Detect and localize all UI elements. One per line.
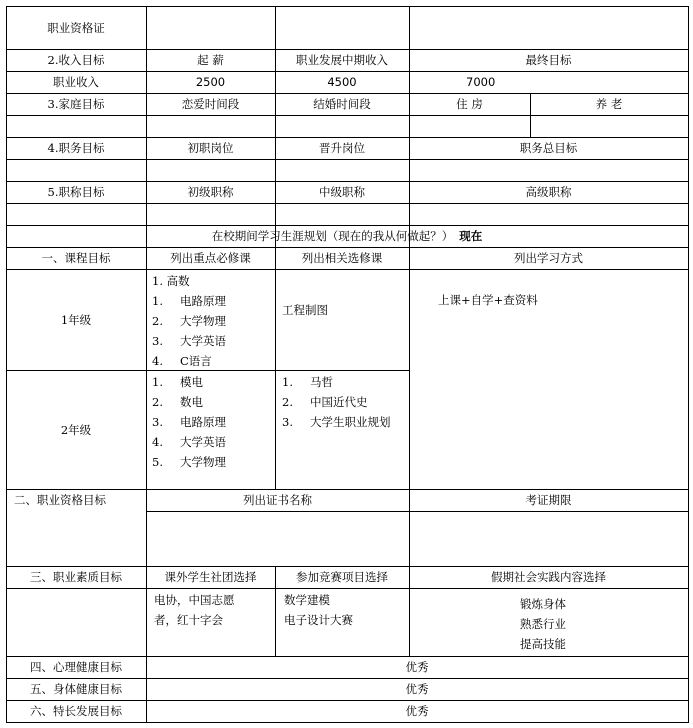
list-item: 3. 大学英语 xyxy=(152,334,226,348)
specialty-value: 优秀 xyxy=(405,704,429,718)
title-goal-label: 5.职称目标 xyxy=(47,185,105,199)
quality-goal-label: 三、职业素质目标 xyxy=(30,570,122,584)
year1-label: 1年级 xyxy=(60,312,92,327)
mental-health-value: 优秀 xyxy=(405,660,429,674)
club-choice-header: 课外学生社团选择 xyxy=(164,570,257,584)
list-item: 3. 电路原理 xyxy=(152,415,226,429)
course-goal-label: 一、课程目标 xyxy=(41,251,111,265)
list-item: 2. 中国近代史 xyxy=(282,395,368,409)
physical-health-value: 优秀 xyxy=(405,682,429,696)
senior-title-header: 高级职称 xyxy=(525,185,572,199)
study-method-header: 列出学习方式 xyxy=(514,251,583,265)
list-item: 4. C语言 xyxy=(152,354,212,368)
mid-income-header: 职业发展中期收入 xyxy=(296,53,388,67)
required-courses-header: 列出重点必修课 xyxy=(170,251,251,265)
elective-courses-header: 列出相关选修课 xyxy=(301,251,383,265)
mental-health-label: 四、心理健康目标 xyxy=(30,660,122,674)
start-salary-header: 起 薪 xyxy=(197,53,224,67)
list-item: 3. 大学生职业规划 xyxy=(282,415,391,429)
position-goal-label: 4.职务目标 xyxy=(47,141,105,155)
cert-name-header: 列出证书名称 xyxy=(243,493,312,507)
year1-required-list xyxy=(152,271,226,371)
first-position-header: 初职岗位 xyxy=(187,141,234,155)
junior-title-header: 初级职称 xyxy=(187,185,234,199)
club-line: 者，红十字会 xyxy=(154,613,223,627)
contest-choice-header: 参加竞赛项目选择 xyxy=(296,570,388,584)
exam-period-header: 考证期限 xyxy=(525,493,572,507)
physical-health-label: 五、身体健康目标 xyxy=(30,682,122,696)
school-plan-banner xyxy=(6,225,688,247)
final-goal-header: 最终目标 xyxy=(525,53,572,67)
contest-line: 电子设计大赛 xyxy=(284,613,353,627)
list-item: 2. 数电 xyxy=(152,395,203,409)
list-item: 锻炼身体 xyxy=(520,597,566,611)
income-row-label: 职业收入 xyxy=(53,75,99,89)
start-salary-value: 2500 xyxy=(195,75,226,89)
mid-title-header: 中级职称 xyxy=(319,185,365,199)
list-item: 5. 大学物理 xyxy=(152,455,226,469)
year1-elective: 工程制图 xyxy=(282,303,328,317)
year2-required-list xyxy=(152,372,226,472)
banner-now: 现在 xyxy=(459,229,483,243)
final-income-value: 7000 xyxy=(466,75,496,89)
banner-text: 在校期间学习生涯规划（现在的我从何做起？） xyxy=(211,229,454,243)
study-method-text: 上课+自学+查资料 xyxy=(438,293,538,307)
list-item: 1. 马哲 xyxy=(282,375,333,389)
contest-choices xyxy=(284,590,353,630)
income-goal-label: 2.收入目标 xyxy=(47,53,105,67)
year2-label: 2年级 xyxy=(60,422,92,437)
club-line: 电协，中国志愿 xyxy=(154,593,235,607)
list-item: 1. 高数 xyxy=(152,274,190,288)
club-choices xyxy=(154,590,235,630)
list-item: 4. 大学英语 xyxy=(152,435,226,449)
housing-header: 住 房 xyxy=(456,97,483,111)
list-item: 熟悉行业 xyxy=(520,617,566,631)
love-period-header: 恋爱时间段 xyxy=(181,97,240,111)
list-item: 提高技能 xyxy=(520,637,566,651)
practice-choice-header: 假期社会实践内容选择 xyxy=(491,570,606,584)
year2-elective-list xyxy=(282,372,391,432)
promotion-header: 晋升岗位 xyxy=(319,141,365,155)
contest-line: 数学建模 xyxy=(284,593,330,607)
specialty-label: 六、特长发展目标 xyxy=(30,704,122,718)
marriage-period-header: 结婚时间段 xyxy=(313,97,371,111)
family-goal-label: 3.家庭目标 xyxy=(47,97,105,111)
cert-goal-label: 二、职业资格目标 xyxy=(14,493,106,507)
list-item: 1. 模电 xyxy=(152,375,203,389)
list-item: 2. 大学物理 xyxy=(152,314,226,328)
list-item: 1. 电路原理 xyxy=(152,294,226,308)
position-total-header: 职务总目标 xyxy=(519,141,578,155)
cert-row-label: 职业资格证 xyxy=(47,20,105,35)
elderly-care-header: 养 老 xyxy=(595,97,623,111)
mid-income-value: 4500 xyxy=(327,75,357,89)
practice-choices xyxy=(520,594,566,654)
